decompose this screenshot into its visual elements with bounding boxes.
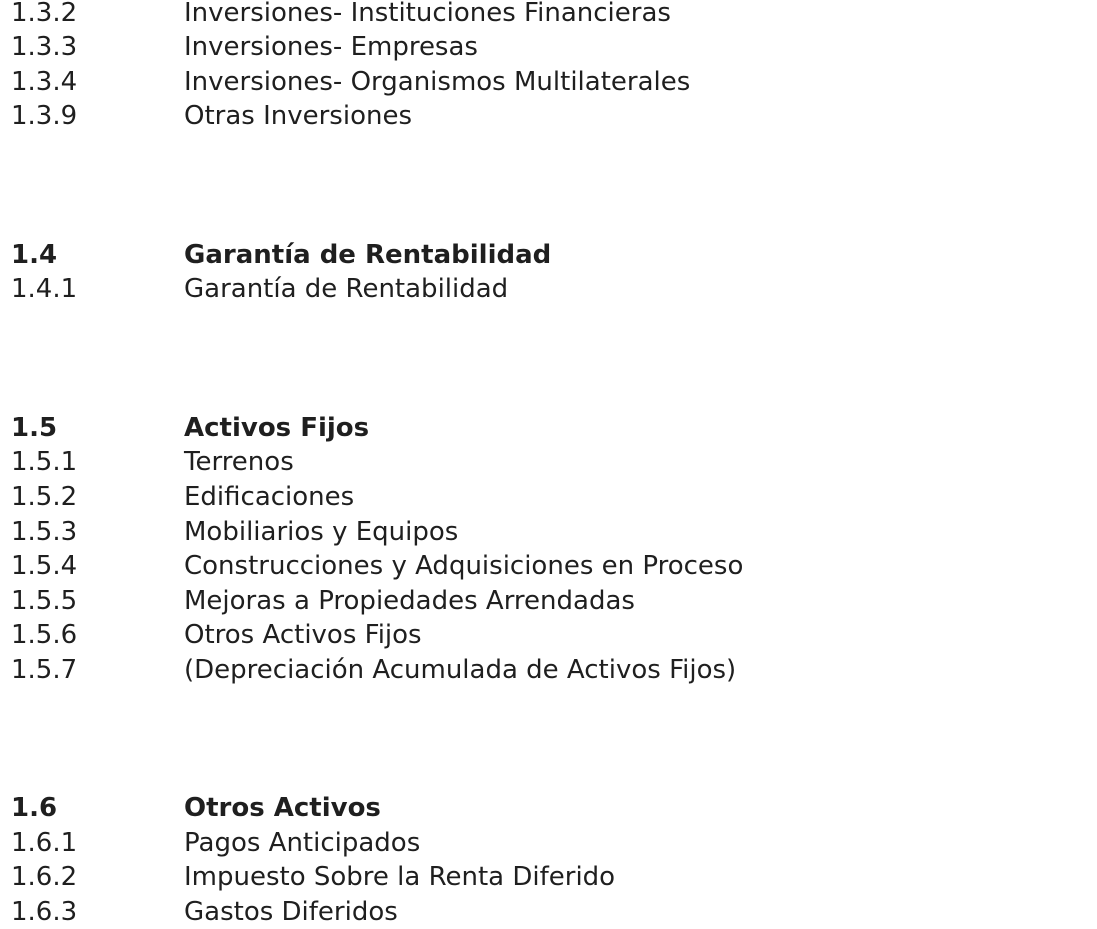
account-row [0,99,1097,133]
account-code: 1.5.1 [11,447,78,477]
account-row [0,480,1097,514]
account-code: 1.5.7 [11,655,78,685]
account-name: Inversiones- Organismos Multilaterales [184,67,691,97]
section-code: 1.5 [11,413,58,443]
account-row [0,584,1097,618]
account-name: Inversiones- Empresas [184,32,478,62]
section-title: Activos Fijos [184,413,370,443]
account-code: 1.5.2 [11,482,78,512]
account-row [0,653,1097,687]
section-title: Otros Activos [184,793,381,823]
account-name: Mejoras a Propiedades Arrendadas [184,586,635,616]
account-code: 1.3.9 [11,101,78,131]
section-heading [0,791,1097,825]
account-name: Otras Inversiones [184,101,413,131]
account-code: 1.6.3 [11,897,78,927]
account-name: Pagos Anticipados [184,828,421,858]
account-code: 1.3.3 [11,32,78,62]
account-name: Construcciones y Adquisiciones en Proceso [184,551,744,581]
account-code: 1.3.4 [11,67,78,97]
account-row [0,0,1097,30]
account-row [0,826,1097,860]
account-code: 1.5.5 [11,586,78,616]
account-row [0,618,1097,652]
account-name: Inversiones- Instituciones Financieras [184,0,671,28]
section-title: Garantía de Rentabilidad [184,240,552,270]
account-name: Mobiliarios y Equipos [184,517,459,547]
account-code: 1.6.2 [11,862,78,892]
section-code: 1.6 [11,793,58,823]
account-code: 1.4.1 [11,274,78,304]
section-heading [0,238,1097,272]
account-row [0,65,1097,99]
account-row [0,30,1097,64]
section-code: 1.4 [11,240,58,270]
account-row [0,515,1097,549]
account-name: Gastos Diferidos [184,897,398,927]
account-name: (Depreciación Acumulada de Activos Fijos) [184,655,737,685]
account-name: Garantía de Rentabilidad [184,274,509,304]
section-heading [0,411,1097,445]
account-code: 1.5.4 [11,551,78,581]
account-row [0,549,1097,583]
account-code: 1.5.3 [11,517,78,547]
account-name: Impuesto Sobre la Renta Diferido [184,862,616,892]
account-name: Edificaciones [184,482,355,512]
account-code: 1.3.2 [11,0,78,28]
account-name: Terrenos [184,447,294,477]
account-code: 1.6.1 [11,828,78,858]
account-row [0,272,1097,306]
account-name: Otros Activos Fijos [184,620,422,650]
account-row [0,445,1097,479]
account-row [0,874,1097,927]
account-code: 1.5.6 [11,620,78,650]
